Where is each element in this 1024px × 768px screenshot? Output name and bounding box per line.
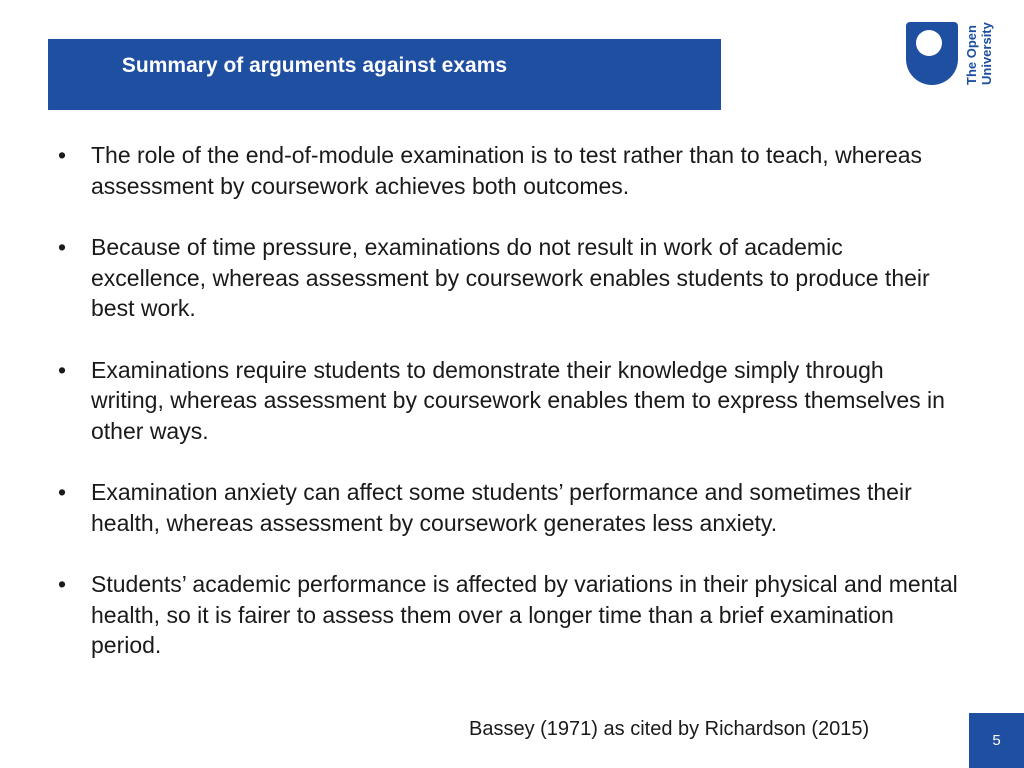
bullet-item <box>58 232 958 324</box>
bullet-marker: • <box>58 479 67 505</box>
slide-title: Summary of arguments against exams <box>121 54 508 77</box>
logo-wordmark <box>964 22 994 85</box>
bullet-marker: • <box>58 234 67 260</box>
open-university-logo <box>906 22 1006 92</box>
title-bar <box>48 39 721 110</box>
citation: Bassey (1971) as cited by Richardson (2015) <box>469 718 870 740</box>
shield-icon <box>906 22 958 85</box>
bullet-item <box>58 140 958 201</box>
logo-line-1: The Open <box>964 25 979 85</box>
bullet-item <box>58 569 958 661</box>
logo-circle <box>916 30 942 56</box>
bullet-marker: • <box>58 142 67 168</box>
bullet-text: The role of the end-of-module examination is to test rather than to teach, whereas assessment by coursework achieves both outcomes. <box>91 142 923 199</box>
bullet-item <box>58 355 958 447</box>
bullet-text: Examinations require students to demonstrate their knowledge simply through writing, whereas assessment by coursework enables them to express themselves in other ways. <box>91 356 945 444</box>
page-number: 5 <box>969 713 1024 768</box>
bullet-text: Because of time pressure, examinations do not result in work of academic excellence, whereas assessment by coursework enables students to produce their best work. <box>91 234 930 321</box>
logo-line-2: University <box>979 22 994 85</box>
bullet-marker: • <box>58 356 67 383</box>
bullet-text: Examination anxiety can affect some students’ performance and sometimes their health, whereas assessment by coursework generates less anxiety. <box>91 479 912 536</box>
bullet-list <box>58 140 958 692</box>
bullet-item <box>58 477 958 538</box>
bullet-text: Students’ academic performance is affected by variations in their physical and mental health, so it is fairer to assess them over a longer time than a brief examination period. <box>91 571 958 658</box>
bullet-marker: • <box>58 571 67 597</box>
